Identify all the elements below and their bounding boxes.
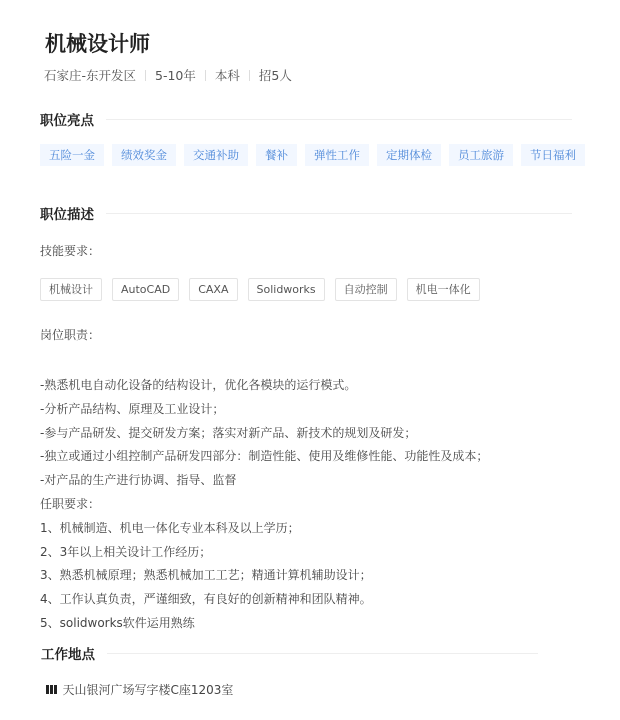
duties-label: 岗位职责： <box>40 328 101 342</box>
desc-line: 3、熟悉机械原理；熟悉机械加工工艺；精通计算机辅助设计； <box>40 568 372 583</box>
desc-line: 4、工作认真负责，严谨细致，有良好的创新精神和团队精神。 <box>40 592 372 607</box>
desc-line: 5、solidworks软件运用熟练 <box>40 615 195 630</box>
description-heading: 职位描述 <box>40 203 572 223</box>
address-text: 天山银河广场写字楼C座1203室 <box>62 683 234 697</box>
highlight-tag: 定期体检 <box>377 144 441 166</box>
work-address <box>46 681 233 698</box>
skill-tag: 机电一体化 <box>407 278 480 301</box>
skill-tags <box>40 278 480 301</box>
desc-line: -对产品的生产进行协调、指导、监督 <box>40 473 237 488</box>
skill-tag: AutoCAD <box>112 278 179 301</box>
skill-tag: 自动控制 <box>335 278 397 301</box>
desc-line: -熟悉机电自动化设备的结构设计，优化各模块的运行模式。 <box>40 378 357 392</box>
building-icon <box>46 685 57 694</box>
highlight-tag: 餐补 <box>256 144 297 166</box>
desc-line: -独立或通过小组控制产品研发四部分：制造性能、使用及维修性能、功能性及成本； <box>40 449 489 464</box>
skills-label: 技能要求： <box>40 244 101 258</box>
desc-line: 1、机械制造、机电一体化专业本科及以上学历； <box>40 520 300 535</box>
desc-line: 2、3年以上相关设计工作经历； <box>40 544 212 559</box>
meta-location: 石家庄-东开发区 <box>44 68 137 83</box>
skill-tag: CAXA <box>189 278 237 301</box>
desc-line: -分析产品结构、原理及工业设计； <box>40 401 225 416</box>
meta-experience: 5-10年 <box>155 68 196 83</box>
highlight-tag: 五险一金 <box>40 144 104 166</box>
location-heading: 工作地点 <box>41 643 538 663</box>
highlights-heading: 职位亮点 <box>40 109 572 129</box>
highlight-tag: 交通补助 <box>184 144 248 166</box>
desc-line: 任职要求： <box>40 496 101 511</box>
job-meta <box>44 66 292 84</box>
desc-line: -参与产品研发、提交研发方案；落实对新产品、新技术的规划及研发； <box>40 425 417 440</box>
highlight-tags <box>40 144 585 166</box>
meta-headcount: 招5人 <box>258 68 292 83</box>
meta-education: 本科 <box>214 68 240 83</box>
job-title: 机械设计师 <box>45 32 150 56</box>
highlight-tag: 弹性工作 <box>305 144 369 166</box>
highlight-tag: 员工旅游 <box>449 144 513 166</box>
highlight-tag: 节日福利 <box>521 144 585 166</box>
highlight-tag: 绩效奖金 <box>112 144 176 166</box>
description-text <box>40 374 488 636</box>
skill-tag: 机械设计 <box>40 278 102 301</box>
skill-tag: Solidworks <box>248 278 325 301</box>
